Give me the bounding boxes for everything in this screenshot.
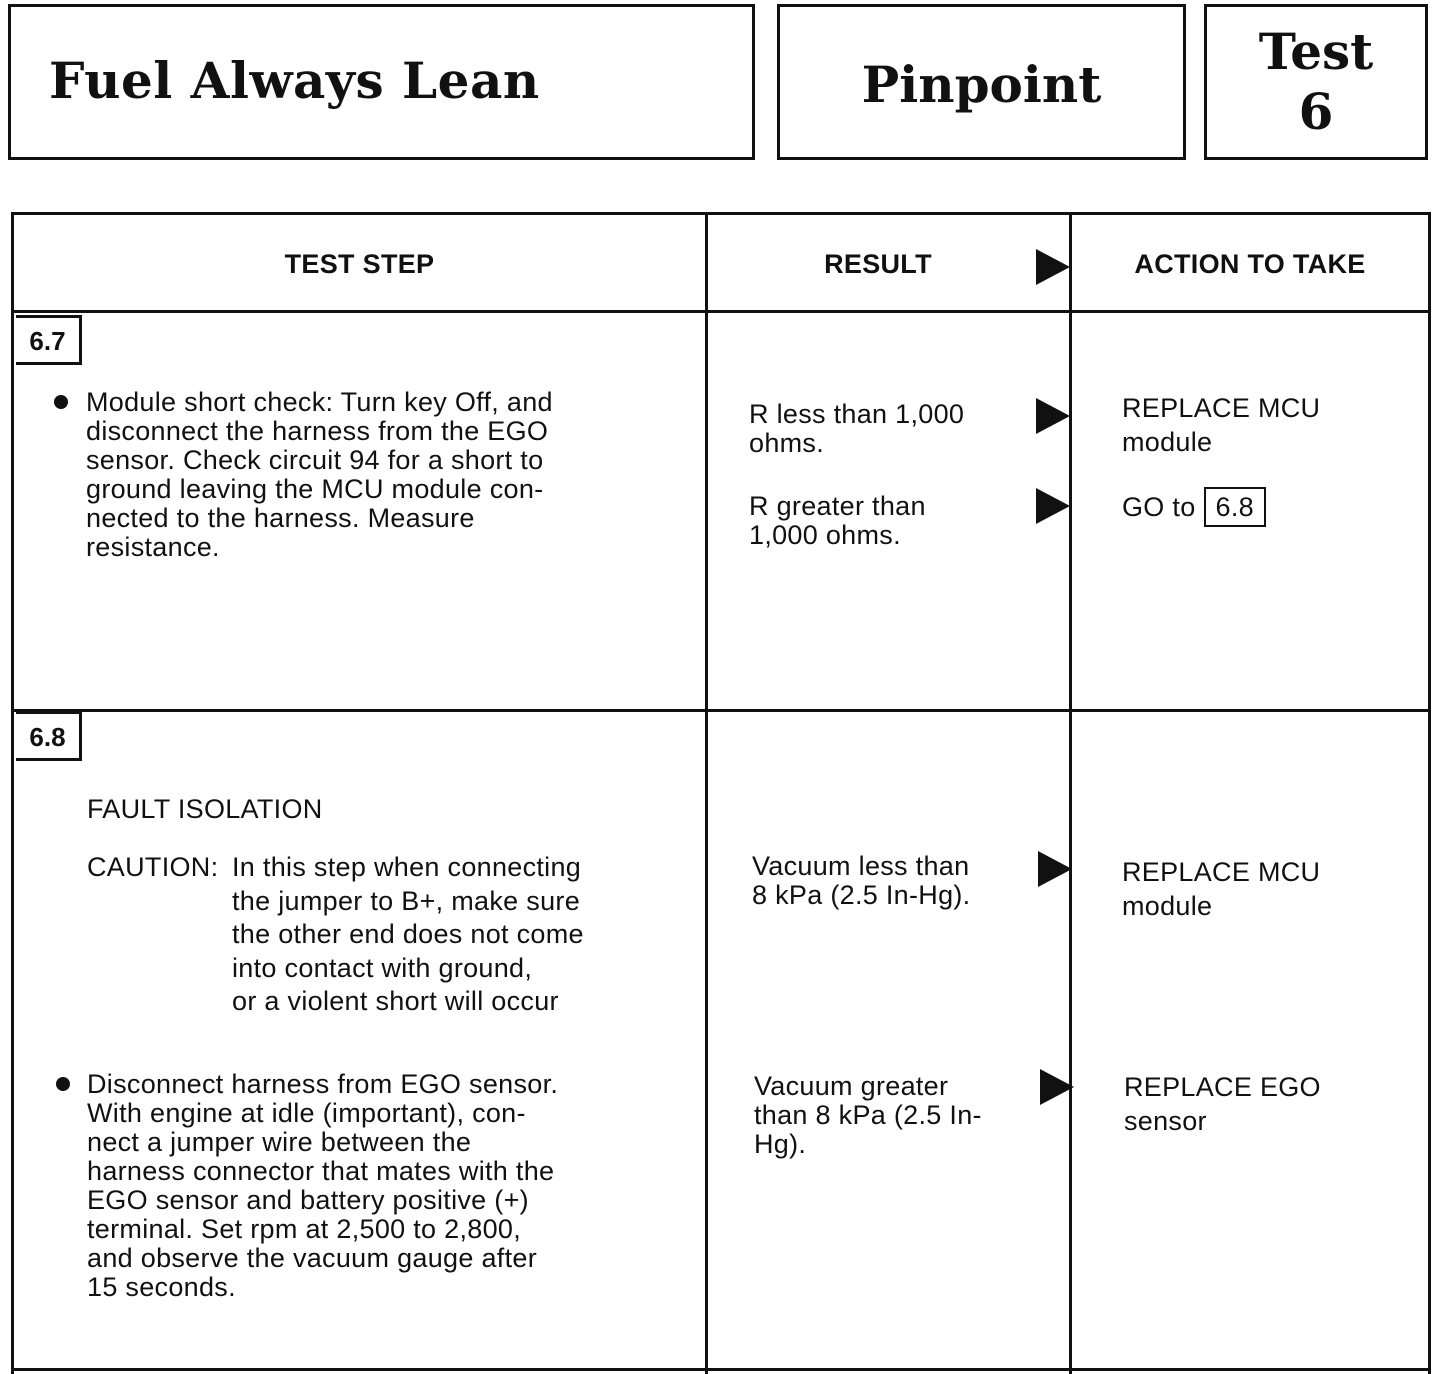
test-label: Test: [1258, 22, 1374, 81]
arrow-right-icon: [1040, 1069, 1074, 1105]
arrow-right-icon: [1036, 398, 1070, 434]
test-number-box: [1204, 4, 1428, 160]
caution-label: CAUTION:: [87, 852, 219, 882]
step-reference-link[interactable]: 6.8: [1204, 487, 1266, 527]
action-text: GO to: [1122, 492, 1196, 522]
title-box: [8, 4, 755, 160]
column-header-result: RESULT: [824, 249, 932, 279]
test-number: 6: [1298, 82, 1334, 141]
action-text: REPLACE MCU module: [1122, 857, 1321, 921]
arrow-right-icon: [1036, 488, 1070, 524]
result-text: Vacuum greater than 8 kPa (2.5 In- Hg).: [754, 1071, 982, 1159]
step-instruction: Module short check: Turn key Off, and disconnect the harness from the EGO sensor. Check circuit 94 for a short to ground leaving the MCU module con- nected to the harness. Measure resistance.: [86, 387, 553, 562]
step-instruction: Disconnect harness from EGO sensor. With engine at idle (important), con- nect a jumper wire between the harness connector that mates with the EGO sensor and battery positive (+) terminal. Set rpm at 2,500 to 2,800, and observe the vacuum gauge after 15 seconds.: [87, 1069, 559, 1302]
arrow-right-icon: [1038, 851, 1072, 887]
step-number: 6.7: [16, 315, 82, 365]
action-goto: [1122, 487, 1422, 527]
arrow-right-icon: [1036, 249, 1070, 285]
page-title: Fuel Always Lean: [49, 51, 540, 110]
result-text: R less than 1,000 ohms.: [749, 399, 965, 458]
action-text: REPLACE MCU module: [1122, 393, 1321, 457]
row-divider: [14, 310, 1428, 313]
row-divider: [14, 709, 1428, 712]
test-step-table: [11, 212, 1431, 1374]
bullet-icon: [56, 1077, 70, 1091]
column-divider: [705, 215, 708, 1374]
section-box: [777, 4, 1186, 160]
fault-isolation-heading: FAULT ISOLATION: [87, 794, 323, 824]
action-text: REPLACE EGO sensor: [1124, 1072, 1321, 1136]
result-text: Vacuum less than 8 kPa (2.5 In-Hg).: [752, 851, 971, 910]
column-divider: [1069, 215, 1072, 1374]
step-number: 6.8: [16, 711, 82, 761]
section-label: Pinpoint: [861, 55, 1102, 114]
column-header-test-step: TEST STEP: [284, 249, 435, 279]
column-header-action: ACTION TO TAKE: [1134, 249, 1366, 279]
caution-text: In this step when connecting the jumper to B+, make sure the other end does not come into contact with ground, or a violent short will occur: [232, 852, 584, 1016]
result-text: R greater than 1,000 ohms.: [749, 491, 926, 550]
row-divider: [14, 1368, 1428, 1371]
bullet-icon: [54, 395, 68, 409]
